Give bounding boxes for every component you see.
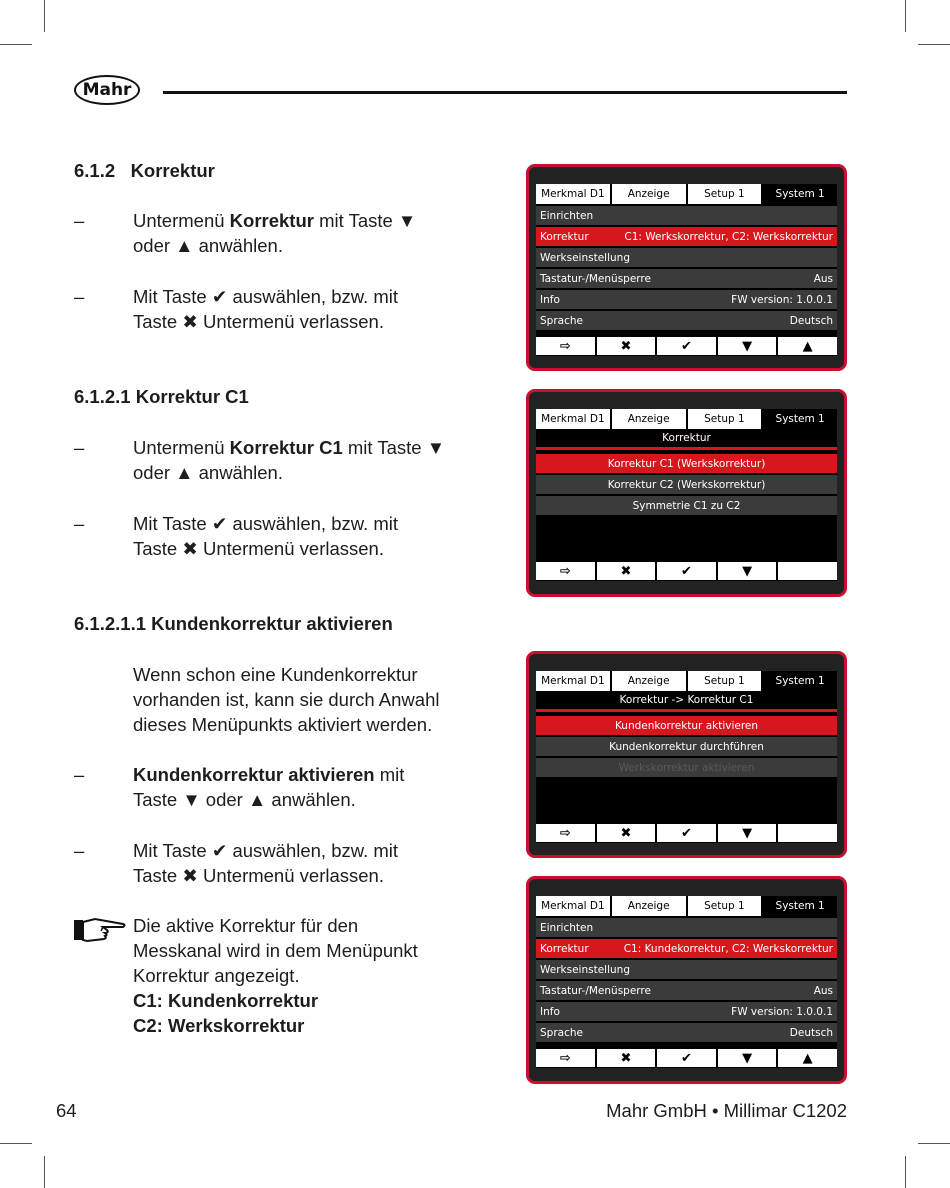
tab-setup[interactable]: Setup 1 (688, 409, 762, 429)
menu-item-korrektur-c1[interactable]: Korrektur C1 (Werkskorrektur) (536, 454, 837, 473)
row-label: Korrektur (540, 230, 589, 243)
menu-row-sprache[interactable] (536, 1023, 837, 1042)
text: Untermenü (133, 437, 230, 458)
text-line: Wenn schon eine Kundenkorrektur (133, 664, 418, 685)
tab-bar (536, 671, 837, 691)
display (536, 409, 837, 581)
crop-mark (918, 44, 950, 45)
row-value: C1: Kundekorrektur, C2: Werkskorrektur (623, 942, 833, 955)
crop-mark (44, 0, 45, 32)
check-icon[interactable]: ✔ (657, 1049, 716, 1067)
row-value: FW version: 1.0.0.1 (731, 293, 833, 306)
tab-system[interactable]: System 1 (763, 409, 837, 429)
pointing-hand-icon (73, 916, 127, 944)
bullet-dash: – (74, 764, 85, 785)
check-icon[interactable]: ✔ (657, 824, 716, 842)
exit-icon[interactable]: ⇨ (536, 824, 595, 842)
text-line: vorhanden ist, kann sie durch Anwahl (133, 689, 440, 710)
menu-row-einrichten[interactable] (536, 206, 837, 225)
menu-row-korrektur[interactable] (536, 939, 837, 958)
check-icon[interactable]: ✔ (657, 562, 716, 580)
exit-icon[interactable]: ⇨ (536, 337, 595, 355)
row-label: Info (540, 1005, 560, 1018)
bullet-dash: – (74, 513, 85, 534)
text-bold: Korrektur C1 (229, 437, 343, 458)
tab-anzeige[interactable]: Anzeige (612, 184, 686, 204)
tab-merkmal[interactable]: Merkmal D1 (536, 184, 610, 204)
tab-system[interactable]: System 1 (763, 184, 837, 204)
instruction-confirm (133, 511, 398, 561)
crop-mark (905, 0, 906, 32)
text-line: Die aktive Korrektur für den (133, 915, 359, 936)
tab-setup[interactable]: Setup 1 (688, 671, 762, 691)
device-screen-korrektur-menu (526, 389, 847, 597)
section-heading-6-1-2-1-1: 6.1.2.1.1 Kundenkorrektur aktivieren (74, 613, 393, 634)
tab-merkmal[interactable]: Merkmal D1 (536, 671, 610, 691)
instruction-confirm (133, 838, 398, 888)
device-screen-system-menu (526, 164, 847, 371)
menu-row-info[interactable] (536, 1002, 837, 1021)
exit-icon[interactable]: ⇨ (536, 562, 595, 580)
row-label: Sprache (540, 1026, 583, 1039)
menu-row-tastatursperre[interactable] (536, 269, 837, 288)
menu-row-korrektur[interactable] (536, 227, 837, 246)
text-line: Messkanal wird in dem Menüpunkt (133, 940, 418, 961)
text-line: Korrektur angezeigt. (133, 965, 300, 986)
arrow-down-icon[interactable]: ▼ (718, 337, 777, 355)
text-bold: Kundenkorrektur aktivieren (133, 764, 375, 785)
exit-icon[interactable]: ⇨ (536, 1049, 595, 1067)
note-c2: C2: Werkskorrektur (133, 1015, 305, 1036)
section-heading-6-1-2-1: 6.1.2.1 Korrektur C1 (74, 386, 249, 407)
menu-item-korrektur-c2[interactable]: Korrektur C2 (Werkskorrektur) (536, 475, 837, 494)
device-screen-system-menu-result (526, 876, 847, 1084)
row-value: C1: Werkskorrektur, C2: Werkskorrektur (624, 230, 833, 243)
tab-system[interactable]: System 1 (763, 671, 837, 691)
text: Mit Taste ✔ auswählen, bzw. mit (133, 840, 399, 861)
row-label: Einrichten (540, 209, 594, 222)
note-text (133, 913, 418, 1038)
tab-anzeige[interactable]: Anzeige (612, 896, 686, 916)
paragraph-kundenkorrektur (133, 662, 439, 737)
crop-mark (918, 1143, 950, 1144)
display (536, 184, 837, 356)
tab-setup[interactable]: Setup 1 (688, 896, 762, 916)
bullet-dash: – (74, 840, 85, 861)
arrow-up-icon[interactable]: ▲ (778, 337, 837, 355)
cancel-icon[interactable]: ✖ (597, 337, 656, 355)
text: Mit Taste ✔ auswählen, bzw. mit (133, 513, 399, 534)
menu-title: Korrektur -> Korrektur C1 (536, 691, 837, 712)
row-label: Korrektur (540, 942, 589, 955)
tab-anzeige[interactable]: Anzeige (612, 671, 686, 691)
menu-row-werkseinstellung[interactable] (536, 248, 837, 267)
row-label: Einrichten (540, 921, 594, 934)
section-heading-6-1-2: 6.1.2 Korrektur (74, 160, 215, 181)
text: Taste ✖ Untermenü verlassen. (133, 538, 384, 559)
row-value: Deutsch (789, 1026, 833, 1039)
softkey-bar (536, 562, 837, 580)
cancel-icon[interactable]: ✖ (597, 562, 656, 580)
text: mit (374, 764, 405, 785)
row-label: Werkseinstellung (540, 251, 630, 264)
text: Taste ✖ Untermenü verlassen. (133, 311, 384, 332)
tab-system[interactable]: System 1 (763, 896, 837, 916)
display (536, 896, 837, 1068)
tab-merkmal[interactable]: Merkmal D1 (536, 896, 610, 916)
text: oder ▲ anwählen. (133, 462, 283, 483)
text: Mit Taste ✔ auswählen, bzw. mit (133, 286, 399, 307)
menu-row-sprache[interactable] (536, 311, 837, 330)
row-label: Tastatur-/Menüsperre (540, 272, 651, 285)
publisher-line: Mahr GmbH • Millimar C1202 (606, 1100, 847, 1121)
tab-bar (536, 896, 837, 916)
menu-item-symmetrie[interactable]: Symmetrie C1 zu C2 (536, 496, 837, 515)
tab-bar (536, 184, 837, 204)
menu-item-werkskorrektur-aktivieren: Werkskorrektur aktivieren (536, 758, 837, 777)
menu-row-einrichten[interactable] (536, 918, 837, 937)
menu-row-info[interactable] (536, 290, 837, 309)
row-label: Tastatur-/Menüsperre (540, 984, 651, 997)
text-line: dieses Menüpunkts aktiviert werden. (133, 714, 433, 735)
bullet-dash: – (74, 210, 85, 231)
display (536, 671, 837, 843)
text: Taste ✖ Untermenü verlassen. (133, 865, 384, 886)
softkey-bar (536, 337, 837, 355)
bullet-dash: – (74, 437, 85, 458)
menu-item-kundenkorrektur-aktivieren[interactable]: Kundenkorrektur aktivieren (536, 716, 837, 735)
text: mit Taste ▼ (342, 437, 446, 458)
row-label: Werkseinstellung (540, 963, 630, 976)
menu-title: Korrektur (536, 429, 837, 450)
text: mit Taste ▼ (313, 210, 417, 231)
menu-row-werkseinstellung[interactable] (536, 960, 837, 979)
instruction-select-kundenkorrektur (133, 762, 404, 812)
row-value: Deutsch (789, 314, 833, 327)
menu-item-kundenkorrektur-durchfuehren[interactable]: Kundenkorrektur durchführen (536, 737, 837, 756)
arrow-up-icon[interactable]: ▲ (778, 1049, 837, 1067)
arrow-down-icon[interactable]: ▼ (718, 824, 777, 842)
row-value: FW version: 1.0.0.1 (731, 1005, 833, 1018)
empty-key[interactable] (778, 824, 837, 842)
cancel-icon[interactable]: ✖ (597, 1049, 656, 1067)
check-icon[interactable]: ✔ (657, 337, 716, 355)
row-value: Aus (813, 272, 833, 285)
instruction-select-korrektur (133, 208, 416, 258)
note-c1: C1: Kundenkorrektur (133, 990, 319, 1011)
text: Taste ▼ oder ▲ anwählen. (133, 789, 356, 810)
instruction-select-korrektur-c1 (133, 435, 445, 485)
row-label: Info (540, 293, 560, 306)
crop-mark (0, 44, 32, 45)
text: Untermenü (133, 210, 230, 231)
crop-mark (44, 1156, 45, 1188)
header-rule (163, 91, 847, 94)
arrow-down-icon[interactable]: ▼ (718, 562, 777, 580)
arrow-down-icon[interactable]: ▼ (718, 1049, 777, 1067)
bullet-dash: – (74, 286, 85, 307)
empty-key[interactable] (778, 562, 837, 580)
cancel-icon[interactable]: ✖ (597, 824, 656, 842)
tab-merkmal[interactable]: Merkmal D1 (536, 409, 610, 429)
text-bold: Korrektur (229, 210, 314, 231)
softkey-bar (536, 1049, 837, 1067)
text: oder ▲ anwählen. (133, 235, 283, 256)
mahr-logo: Mahr (74, 75, 140, 105)
crop-mark (905, 1156, 906, 1188)
tab-bar (536, 409, 837, 429)
page-number: 64 (56, 1100, 77, 1121)
softkey-bar (536, 824, 837, 842)
instruction-confirm (133, 284, 398, 334)
tab-anzeige[interactable]: Anzeige (612, 409, 686, 429)
row-value: Aus (813, 984, 833, 997)
row-label: Sprache (540, 314, 583, 327)
device-screen-korrektur-c1-menu (526, 651, 847, 858)
crop-mark (0, 1143, 32, 1144)
tab-setup[interactable]: Setup 1 (688, 184, 762, 204)
menu-row-tastatursperre[interactable] (536, 981, 837, 1000)
